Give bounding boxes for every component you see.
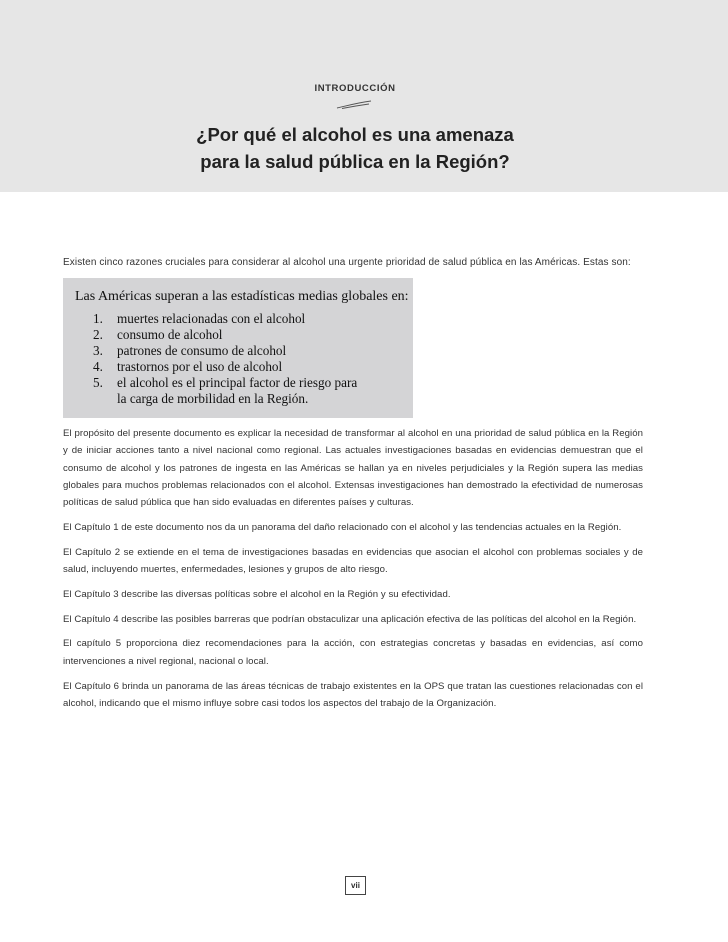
list-number: 5.: [93, 375, 103, 390]
list-item: [93, 327, 357, 343]
list-text: consumo de alcohol: [117, 327, 223, 342]
section-label: INTRODUCCIÓN: [314, 83, 396, 94]
body-text: [63, 425, 643, 720]
title-line-2: para la salud pública en la Región?: [200, 151, 510, 172]
body-paragraph: El Capítulo 3 describe las diversas políticas sobre el alcohol en la Región y su efectividad.: [63, 588, 451, 600]
body-paragraph: El Capítulo 1 de este documento nos da un panorama del daño relacionado con el alcohol y las tendencias actuales en la Región.: [63, 521, 622, 533]
ornament-swash-icon: [336, 100, 372, 110]
callout-heading: Las Américas superan a las estadísticas medias globales en:: [75, 289, 409, 304]
body-paragraph: El propósito del presente documento es explicar la necesidad de transformar al alcohol en una prioridad de salud pública en la Región y de iniciar acciones tanto a nivel nacional como regional. Las actuales investigaciones basadas en evidencias demuestran que el consumo de alcohol y los patrones de ingesta en las Américas se hallan ya en niveles perjudiciales y la Región supera las medias globales para muchos problemas relacionados con el alcohol. Extensas investigaciones han demostrado la efectividad de numerosas políticas de salud pública que han sido evaluadas en diferentes países y culturas.: [63, 428, 643, 509]
body-paragraph: El capítulo 5 proporciona diez recomendaciones para la acción, con estrategias concretas y basadas en evidencias, así como intervenciones a nivel regional, nacional o local.: [63, 638, 643, 667]
list-text: la carga de morbilidad en la Región.: [117, 391, 309, 406]
callout-box: [63, 278, 413, 418]
list-item: [93, 391, 357, 407]
list-item: [93, 343, 357, 359]
list-number: [93, 391, 117, 407]
list-text: el alcohol es el principal factor de riesgo para: [117, 375, 358, 390]
list-number: 1.: [93, 311, 103, 326]
page-title: [180, 121, 530, 175]
callout-list: [93, 311, 357, 407]
body-paragraph: El Capítulo 4 describe las posibles barreras que podrían obstaculizar una aplicación efectiva de las políticas del alcohol en la Región.: [63, 613, 637, 625]
body-paragraph: El Capítulo 2 se extiende en el tema de investigaciones basadas en evidencias que asocian el alcohol con problemas sociales y de salud, incluyendo muertes, enfermedades, lesiones y grupos de alto riesgo.: [63, 546, 643, 576]
list-text: patrones de consumo de alcohol: [117, 343, 287, 358]
body-paragraph: El Capítulo 6 brinda un panorama de las áreas técnicas de trabajo existentes en la OPS que tratan las cuestiones relacionadas con el alcohol, indicando que el mismo influye sobre casi todos los aspectos del trabajo de la Organización.: [63, 680, 643, 709]
list-item: [93, 359, 357, 375]
list-number: 2.: [93, 327, 103, 342]
intro-paragraph: Existen cinco razones cruciales para considerar al alcohol una urgente prioridad de salud pública en las Américas. Estas son:: [63, 257, 631, 268]
list-text: trastornos por el uso de alcohol: [117, 359, 283, 374]
list-number: 3.: [93, 343, 103, 358]
title-line-1: ¿Por qué el alcohol es una amenaza: [196, 124, 514, 145]
list-number: 4.: [93, 359, 103, 374]
list-item: [93, 311, 357, 327]
list-item: [93, 375, 357, 391]
list-text: muertes relacionadas con el alcohol: [117, 311, 306, 326]
page-number: vii: [345, 876, 366, 895]
